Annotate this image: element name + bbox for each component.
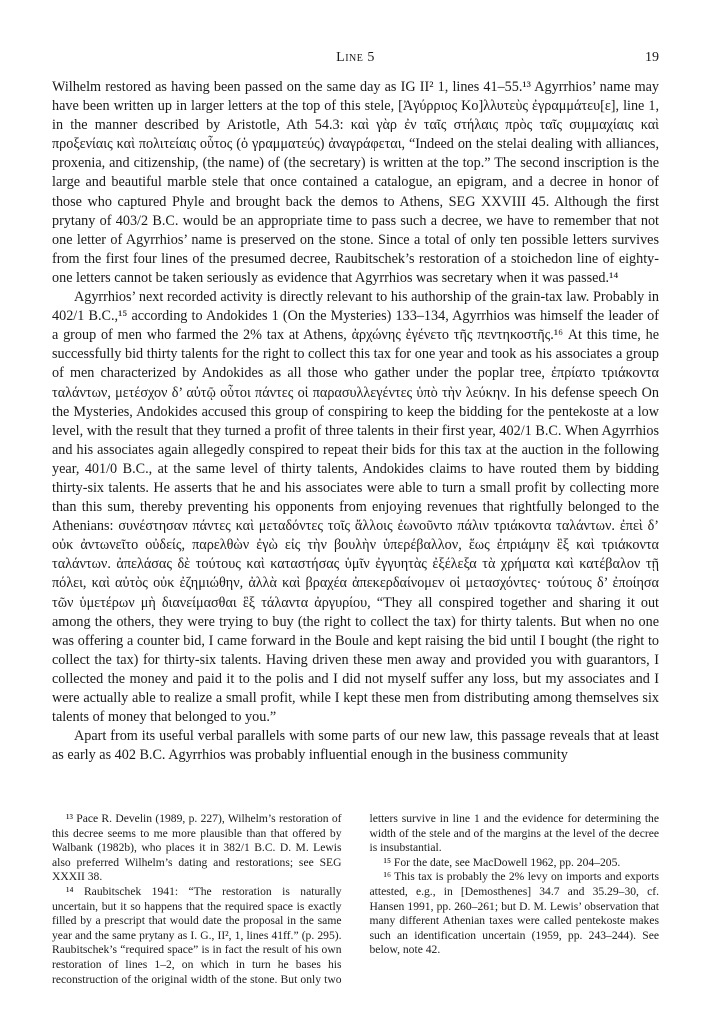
page-number: 19 [645,50,659,65]
paragraph-3: Apart from its useful verbal parallels with some parts of our new law, this passage reveals that at least as early as 402 B.C. Agyrrhios was probably influential enough in the business community [52,728,659,764]
body-text [52,78,659,765]
paragraph-2: Agyrrhios’ next recorded activity is directly relevant to his authorship of the grain-tax law. Probably in 402/1 B.C.,¹⁵ according to Andokides 1 (On the Mysteries) 133–134, Agyrrhios was himself the leader of a group of men who farmed the 2% tax at Athens, ἀρχώνης ἐγένετο τῆς πεντηκοστῆς.¹⁶ At this time, he successfully bid thirty talents for the right to collect this tax for one year and took as his associates a group of men characterized by Andokides as all those who gather under the poplar tree, ἐπρίατο τριάκοντα ταλάντων, μετέσχον δ’ αὐτῷ οὗτοι πάντες οἱ παρασυλλεγέντες ὑπὸ τὴν λεύκην. In his defense speech On the Mysteries, Andokides accused this group of conspiring to keep the bidding for the pentekoste at a low level, with the result that they turned a profit of three talents in their first year, 402/1 B.C. When Agyrrhios and his associates again allegedly conspired to repeat their bids for this tax at the auction in the following year, 401/0 B.C., at the same level of thirty talents, Andokides claims to have routed them by bidding thirty-six talents. He asserts that he and his associates were able to turn a small profit by collecting more than this sum, thereby preventing his opponents from enjoying revenues that rightfully belonged to the Athenians: συνέστησαν πάντες καὶ μεταδόντες τοῖς ἄλλοις ἐωνοῦντο πάλιν τριάκοντα ταλάντων. ἐπεὶ δ’ οὐκ ἀντωνεῖτο οὐδείς, παρελθὼν ἐγὼ εἰς τὴν βουλὴν ὑπερέβαλλον, ἕως ἐπριάμην ἓξ καὶ τριάκοντα ταλάντων. ἀπελάσας δὲ τούτους καὶ καταστήσας ὑμῖν ἐγγυητὰς ἐξέλεξα τὰ χρήματα καὶ κατέβαλον τῇ πόλει, καὶ αὐτὸς οὐκ ἐζημιώθην, ἀλλὰ καὶ βραχέα ἀπεκερδαίνομεν οἱ μετασχόντες· τούτους δ’ ἐποίησα τῶν ὑμετέρων μὴ διανείμασθαι ἓξ τάλαντα ἀργυρίου, “They all conspired together and sharing it out among the others, they were trying to buy (the right to collect the tax) for thirty talents. But when no one was offering a counter bid, I came forward in the Boule and kept raising the bid until I bought (the right to collect the tax) for thirty-six talents. Having driven these men away and provided you with guarantors, I collected the money and paid it to the polis and I did not myself suffer any loss, but my associates and I were actually able to realize a small profit, while I kept these men from distributing among themselves six talents of money that belonged to you.” [52,289,659,726]
footnote-13: ¹³ Pace R. Develin (1989, p. 227), Wilhelm’s restoration of this decree seems to me more plausible than that offered by Walbank (1982b), who places it in 382/1 B.C. D. M. Lewis also preferred Wilhelm’s dating and restorations; see SEG XXXII 38. [52,812,342,884]
paragraph-1: Wilhelm restored as having been passed on the same day as IG II² 1, lines 41–55.¹³ Agyrrhios’ name may have been written up in larger letters at the top of this stele, [Ἀγύρριος Κο]λλυτεὺς ἐγραμμάτευ[ε], line 1, in the manner described by Aristotle, Ath 54.3: καὶ γὰρ ἐν ταῖς στήλαις πρὸς ταῖς συμμαχίαις καὶ προξενίαις καὶ πολιτείαις οὗτος (ὁ γραμματεύς) ἀναγράφεται, “Indeed on the stelai dealing with alliances, proxenia, and citizenship, (the name) of (the secretary) is written at the top.” The second inscription is the large and beautiful marble stele that once contained a catalogue, an epigram, and a decree in honor of those who captured Phyle and brought back the demos to Athens, SEG XXVIII 45. Although the first prytany of 403/2 B.C. would be an appropriate time to pass such a decree, we have to remember that not one letter of Agyrrhios’ name is preserved on the stone. Since a total of only ten possible letters survives from the first four lines of the presumed decree, Raubitschek’s restoration of a stoichedon line of eighty-one letters cannot be taken seriously as evidence that Agyrrhios was secretary when it was passed.¹⁴ [52,79,659,286]
running-head: Line 5 [336,50,375,65]
footnotes [52,812,659,1000]
page-header [52,50,659,72]
footnote-15: ¹⁵ For the date, see MacDowell 1962, pp. 204–205. [383,855,621,869]
footnote-14: ¹⁴ Raubitschek 1941: “The restoration is naturally uncertain, but it so happens that the required space is exactly filled by a prescript that would date the proposal in the same year and the same prytany as I. G., II², 1, lines 41ff.” (p. 295). Raubitschek’s “required space” is in fact the result of his own restoration of lines 1–2, on which in turn he bases his reconstruction of the original width of the stone. But only two letters survive in line 1 and the evidence for determining the width of the stele and of the margins at the level of the decree is insubstantial. [52,812,659,986]
footnote-16: ¹⁶ This tax is probably the 2% levy on imports and exports attested, e.g., in [Demosthenes] 34.7 and 35.29–30, cf. Hansen 1991, pp. 260–261; but D. M. Lewis’ observation that many different Athenian taxes were called pentekoste makes such an identification uncertain (1959, pp. 243–244). See below, note 42. [369,870,659,957]
